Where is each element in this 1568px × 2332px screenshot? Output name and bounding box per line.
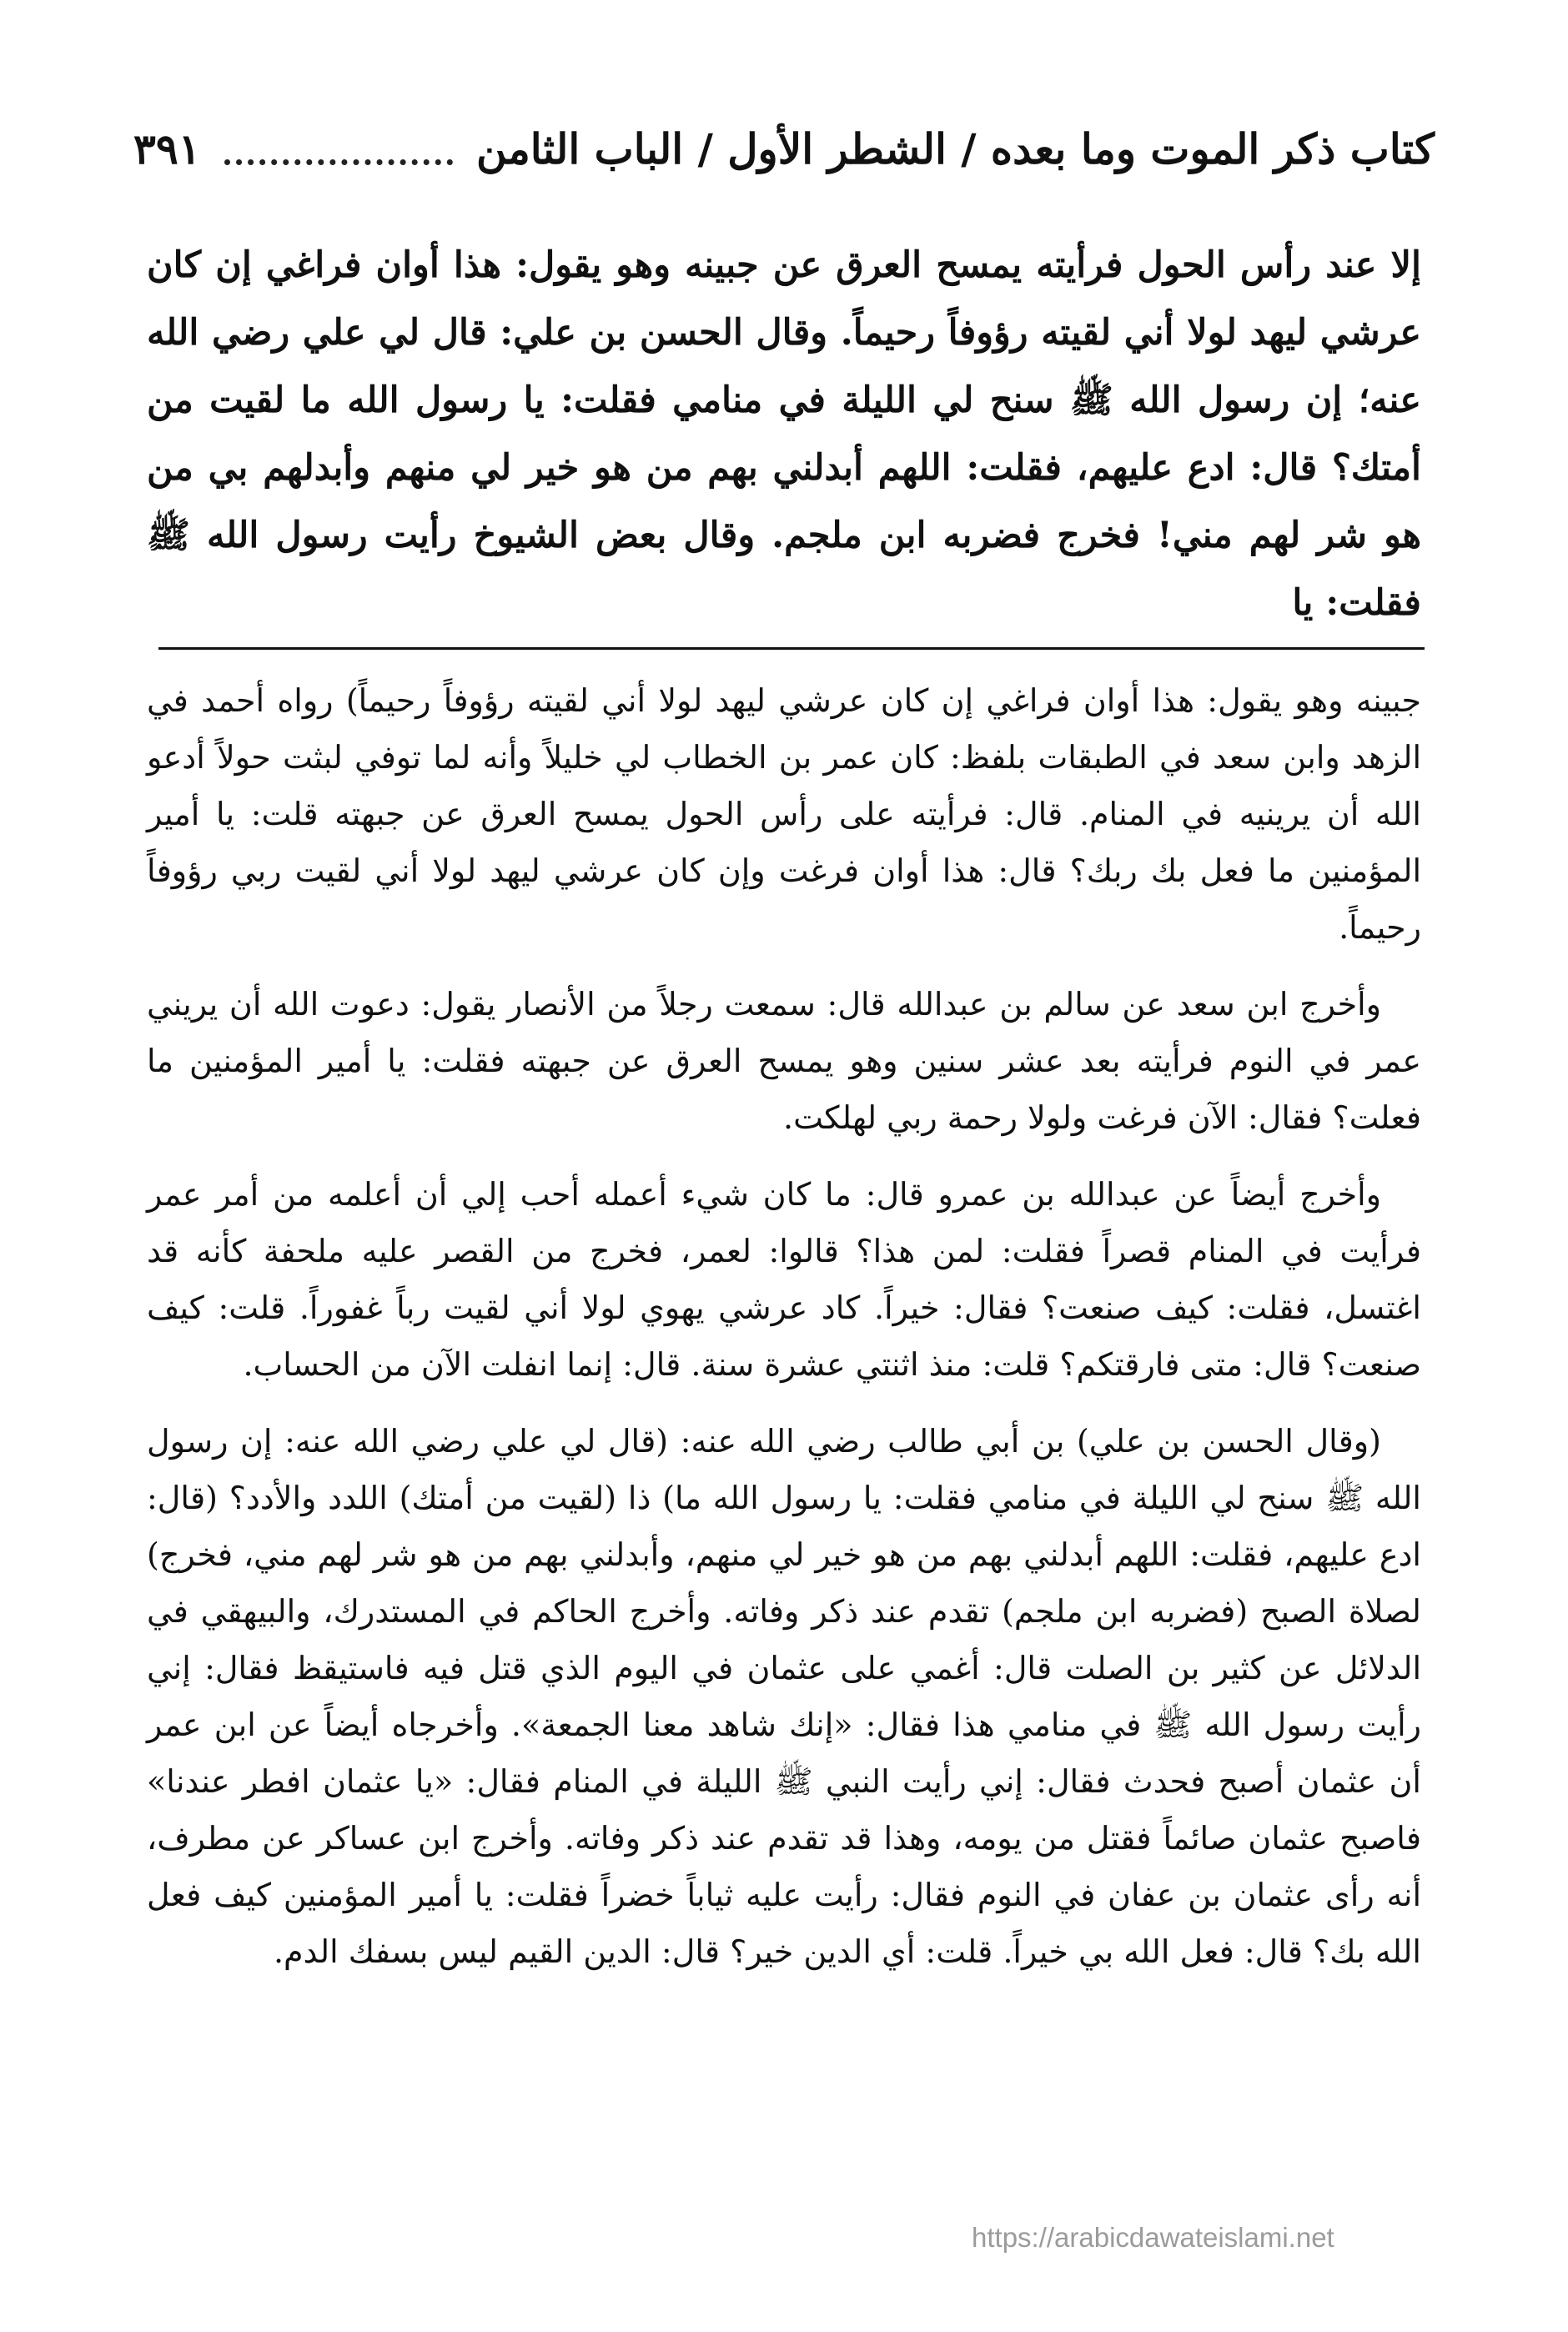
watermark-url: https://arabicdawateislami.net bbox=[972, 2222, 1334, 2253]
running-header bbox=[133, 115, 1435, 182]
footnote-paragraph: (وقال الحسن بن علي) بن أبي طالب رضي الله عنه: (قال لي علي رضي الله عنه: إن رسول الله ﷺ سنح لي الليلة في منامي فقلت: يا رسول الله ما) ذا (لقيت من أمتك) اللدد والأدد؟ (قال: ادع عليهم، فقلت: اللهم أبدلني بهم من هو خير لي منهم، وأبدلني بهم من هو شر لهم مني، فخرج) لصلاة الصبح (فضربه ابن ملجم) تقدم عند ذكر وفاته. وأخرج الحاكم في المستدرك، والبيهقي في الدلائل عن كثير بن الصلت قال: أغمي على عثمان في اليوم الذي قتل فيه فاستيقظ فقال: إني رأيت رسول الله ﷺ في منامي هذا فقال: «إنك شاهد معنا الجمعة». وأخرجاه أيضاً عن ابن عمر أن عثمان أصبح فحدث فقال: إني رأيت النبي ﷺ الليلة في المنام فقال: «يا عثمان افطر عندنا» فاصبح عثمان صائماً فقتل من يومه، وهذا قد تقدم عند ذكر وفاته. وأخرج ابن عساكر عن مطرف، أنه رأى عثمان بن عفان في النوم فقال: رأيت عليه ثياباً خضراً فقلت: يا أمير المؤمنين كيف فعل الله بك؟ قال: فعل الله بي خيراً. قلت: أي الدين خير؟ قال: الدين القيم ليس بسفك الدم. bbox=[147, 1423, 1421, 1970]
page-number: ٣٩١ bbox=[133, 123, 201, 173]
footnote-paragraph: وأخرج ابن سعد عن سالم بن عبدالله قال: سمعت رجلاً من الأنصار يقول: دعوت الله أن يريني عمر في النوم فرأيته بعد عشر سنين وهو يمسح العرق عن جبهته فقلت: يا أمير المؤمنين ما فعلت؟ فقال: الآن فرغت ولولا رحمة ربي لهلكت. bbox=[147, 986, 1421, 1136]
footnote-divider bbox=[158, 647, 1425, 650]
footnote-paragraph: وأخرج أيضاً عن عبدالله بن عمرو قال: ما كان شيء أعمله أحب إلي أن أعلمه من أمر عمر فرأيت في المنام قصراً فقلت: لمن هذا؟ قالوا: لعمر، فخرج من القصر عليه ملحفة كأنه قد اغتسل، فقلت: كيف صنعت؟ فقال: خيراً. كاد عرشي يهوي لولا أني لقيت رباً غفوراً. قلت: كيف صنعت؟ قال: متى فارقتكم؟ قلت: منذ اثنتي عشرة سنة. قال: إنما انفلت الآن من الحساب. bbox=[147, 1176, 1421, 1383]
footnotes bbox=[147, 672, 1421, 1980]
header-title: كتاب ذكر الموت وما بعده / الشطر الأول / الباب الثامن bbox=[475, 123, 1435, 173]
header-dot-leader bbox=[224, 149, 453, 165]
main-text: إلا عند رأس الحول فرأيته يمسح العرق عن جبينه وهو يقول: هذا أوان فراغي إن كان عرشي ليهد لولا أني لقيته رؤوفاً رحيماً. وقال الحسن بن علي: قال لي علي رضي الله عنه؛ إن رسول الله ﷺ سنح لي الليلة في منامي فقلت: يا رسول الله ما لقيت من أمتك؟ قال: ادع عليهم، فقلت: اللهم أبدلني بهم من هو خير لي منهم وأبدلهم بي من هو شر لهم مني! فخرج فضربه ابن ملجم. وقال بعض الشيوخ رأيت رسول الله ﷺ فقلت: يا bbox=[147, 244, 1421, 624]
footnote-paragraph: جبينه وهو يقول: هذا أوان فراغي إن كان عرشي ليهد لولا أني لقيته رؤوفاً رحيماً) رواه أحمد في الزهد وابن سعد في الطبقات بلفظ: كان عمر بن الخطاب لي خليلاً وأنه لما توفي لبثت حولاً أدعو الله أن يرينيه في المنام. قال: فرأيته على رأس الحول يمسح العرق عن جبهته قلت: يا أمير المؤمنين ما فعل بك ربك؟ قال: هذا أوان فرغت وإن كان عرشي ليهد لولا أني لقيت ربي رؤوفاً رحيماً. bbox=[147, 682, 1421, 946]
